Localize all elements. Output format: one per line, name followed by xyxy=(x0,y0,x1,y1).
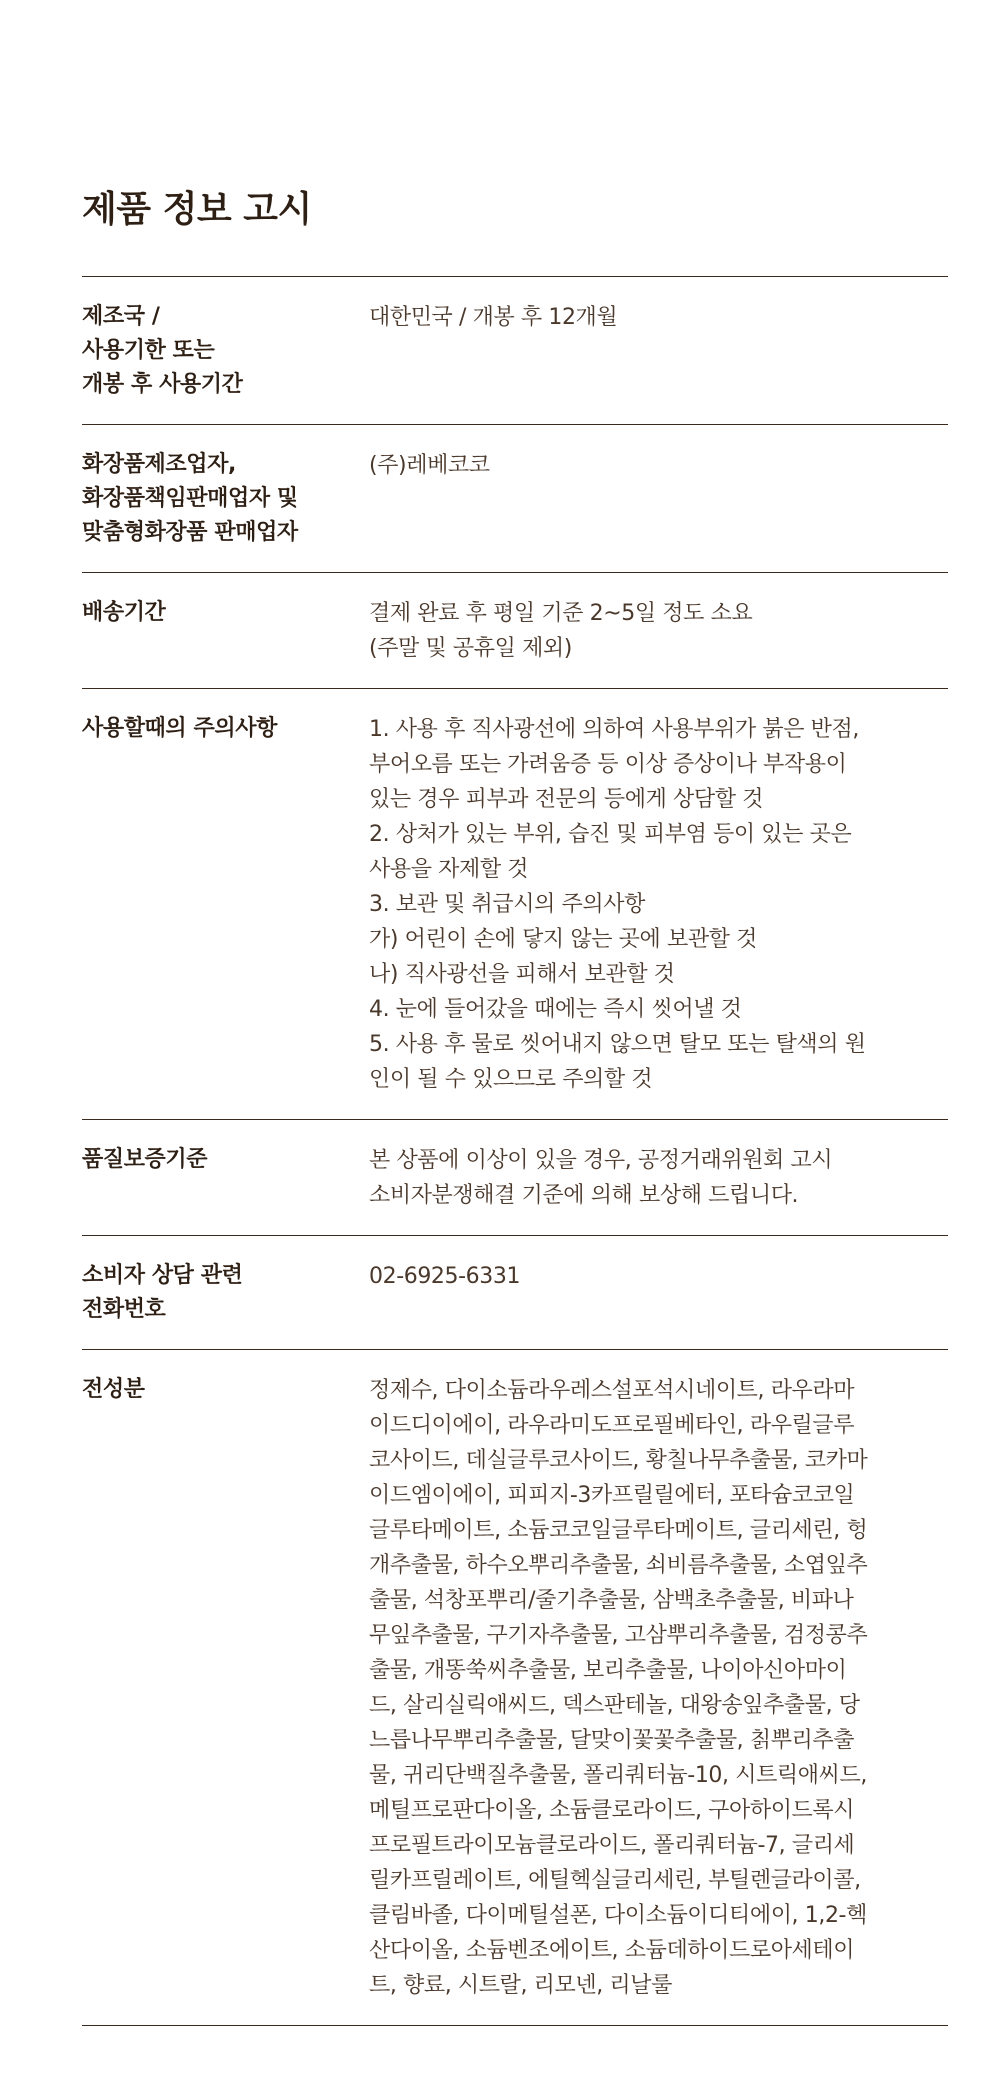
row-value: 본 상품에 이상이 있을 경우, 공정거래위원회 고시 소비자분쟁해결 기준에 의해 보상해 드립니다. xyxy=(369,1148,833,1208)
row-value: 02-6925-6331 xyxy=(369,1264,521,1289)
product-info-table xyxy=(82,276,948,2026)
row-value: 1. 사용 후 직사광선에 의하여 사용부위가 붉은 반점, 부어오름 또는 가려움증 등 이상 증상이나 부작용이 있는 경우 피부과 전문의 등에게 상담할 것 2. 상처가 있는 부위, 습진 및 피부염 등이 있는 곳은 사용을 자제할 것 3. 보관 및 취급시의 주의사항 가) 어린이 손에 닿지 않는 곳에 보관할 것 나) 직사광선을 피해서 보관할 것 4. 눈에 들어갔을 때에는 즉시 씻어낼 것 5. 사용 후 물로 씻어내지 않으면 탈모 또는 탈색의 원 인이 될 수 있으므로 주의할 것 xyxy=(369,717,866,1092)
page-title: 제품 정보 고시 xyxy=(82,189,312,230)
row-label: 배송기간 xyxy=(82,600,166,625)
row-value: 대한민국 / 개봉 후 12개월 xyxy=(369,305,618,330)
row-quality-guarantee xyxy=(82,1120,948,1236)
row-label: 전성분 xyxy=(82,1377,145,1402)
row-origin-expiry xyxy=(82,277,948,425)
row-label: 사용할때의 주의사항 xyxy=(82,716,277,741)
row-usage-precautions xyxy=(82,689,948,1120)
row-label: 제조국 / 사용기한 또는 개봉 후 사용기간 xyxy=(82,304,243,397)
row-shipping-period xyxy=(82,573,948,689)
row-customer-service-phone xyxy=(82,1236,948,1350)
row-label: 소비자 상담 관련 전화번호 xyxy=(82,1263,243,1322)
row-manufacturer xyxy=(82,425,948,573)
row-value: 정제수, 다이소듐라우레스설포석시네이트, 라우라마 이드디이에이, 라우라미도프로필베타인, 라우릴글루 코사이드, 데실글루코사이드, 황칠나무추출물, 코카마 이드엠이에이, 피피지-3카프릴릴에터, 포타슘코코일 글루타메이트, 소듐코코일글루타메이트, 글리세린, 헝 개추출물, 하수오뿌리추출물, 쇠비름추출물, 소엽잎추 출물, 석창포뿌리/줄기추출물, 삼백초추출물, 비파나 무잎추출물, 구기자추출물, 고삼뿌리추출물, 검정콩추 출물, 개똥쑥씨추출물, 보리추출물, 나이아신아마이 드, 살리실릭애씨드, 덱스판테놀, 대왕송잎추출물, 당 느릅나무뿌리추출물, 달맞이꽃꽃추출물, 칡뿌리추출 물, 귀리단백질추출물, 폴리쿼터늄-10, 시트릭애씨드, 메틸프로판다이올, 소듐클로라이드, 구아하이드록시 프로필트라이모늄클로라이드, 폴리쿼터늄-7, 글리세 릴카프릴레이트, 에틸헥실글리세린, 부틸렌글라이콜, 클림바졸, 다이메틸설폰, 다이소듐이디티에이, 1,2-헥 산다이올, 소듐벤조에이트, 소듐데하이드로아세테이 트, 향료, 시트랄, 리모넨, 리날룰 xyxy=(369,1378,868,1998)
row-label: 화장품제조업자, 화장품책임판매업자 및 맞춤형화장품 판매업자 xyxy=(82,452,298,545)
row-full-ingredients xyxy=(82,1350,948,2026)
row-value: 결제 완료 후 평일 기준 2~5일 정도 소요 (주말 및 공휴일 제외) xyxy=(369,601,753,661)
row-label: 품질보증기준 xyxy=(82,1147,208,1172)
row-value: (주)레베코코 xyxy=(369,453,490,478)
